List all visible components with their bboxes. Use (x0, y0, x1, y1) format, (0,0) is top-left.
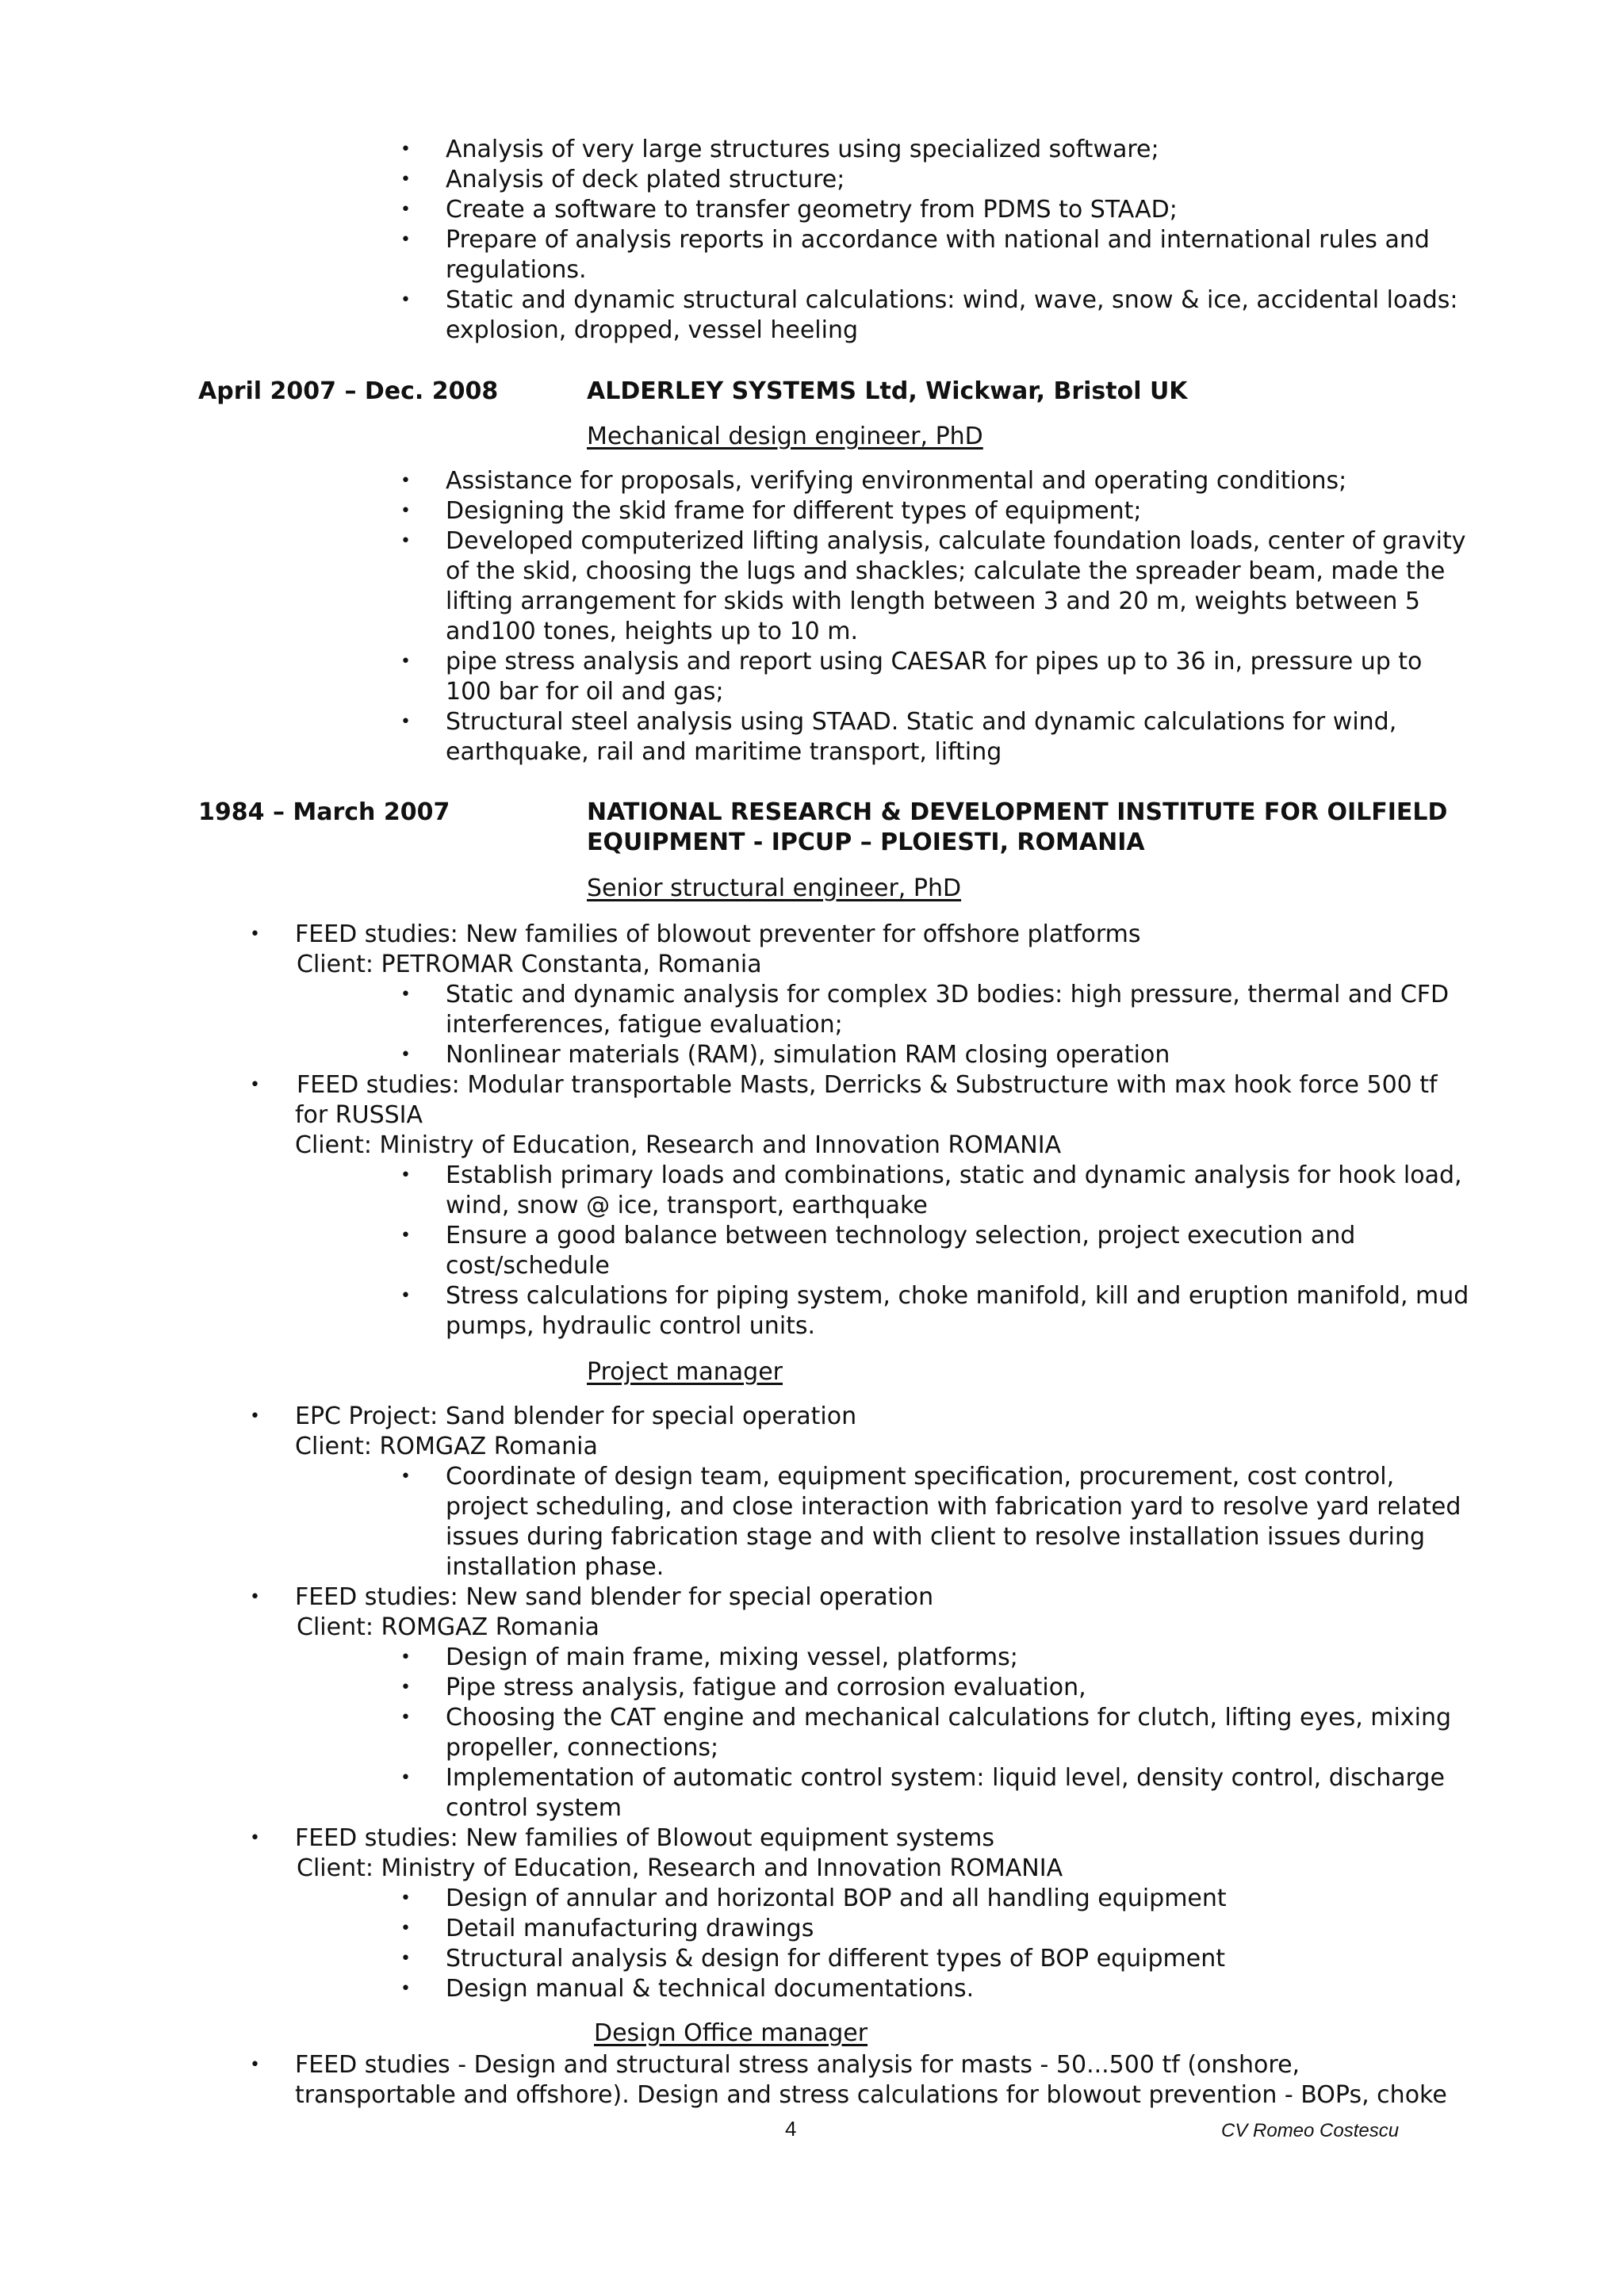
job-role: Project manager (587, 1358, 783, 1386)
bullet-dot: • (250, 1828, 260, 1848)
bullet-dot: • (400, 1286, 411, 1306)
bullet-dot: • (400, 290, 411, 310)
bullet-text: project scheduling, and close interaction with fabrication yard to resolve yard related (446, 1493, 1461, 1521)
project-title: FEED studies: New sand blender for special operation (295, 1583, 934, 1611)
bullet-text: explosion, dropped, vessel heeling (446, 316, 859, 344)
bullet-text: Assistance for proposals, verifying environmental and operating conditions; (446, 467, 1347, 495)
bullet-text: Structural steel analysis using STAAD. Static and dynamic calculations for wind, (446, 708, 1397, 736)
bullet-text: Ensure a good balance between technology selection, project execution and (446, 1222, 1356, 1249)
bullet-text: Designing the skid frame for different types of equipment; (446, 497, 1142, 525)
bullet-dot: • (250, 1075, 260, 1095)
project-client: Client: ROMGAZ Romania (295, 1433, 598, 1460)
project-title: FEED studies - Design and structural stress analysis for masts - 50...500 tf (onshore, (295, 2051, 1300, 2079)
job-role: Design Office manager (594, 2019, 868, 2047)
job-company: ALDERLEY SYSTEMS Ltd, Wickwar, Bristol UK (587, 377, 1188, 405)
bullet-text: interferences, fatigue evaluation; (446, 1011, 843, 1039)
job-company: EQUIPMENT - IPCUP – PLOIESTI, ROMANIA (587, 828, 1145, 856)
bullet-dot: • (400, 1919, 411, 1938)
bullet-text: of the skid, choosing the lugs and shackles; calculate the spreader beam, made the (446, 557, 1446, 585)
bullet-text: cost/schedule (446, 1252, 610, 1280)
bullet-text: wind, snow @ ice, transport, earthquake (446, 1192, 928, 1219)
bullet-text: Pipe stress analysis, fatigue and corrosion evaluation, (446, 1674, 1086, 1701)
project-client: Client: Ministry of Education, Research and Innovation ROMANIA (295, 1131, 1062, 1159)
job-date: April 2007 – Dec. 2008 (198, 377, 499, 405)
bullet-dot: • (400, 1949, 411, 1969)
project-client: Client: Ministry of Education, Research and Innovation ROMANIA (297, 1854, 1063, 1882)
bullet-dot: • (400, 1647, 411, 1667)
bullet-dot: • (400, 1045, 411, 1065)
bullet-text: Structural analysis & design for different types of BOP equipment (446, 1945, 1226, 1973)
bullet-text: earthquake, rail and maritime transport, lifting (446, 738, 1002, 766)
bullet-dot: • (400, 1979, 411, 1999)
bullet-text: and100 tones, heights up to 10 m. (446, 618, 859, 645)
bullet-text: propeller, connections; (446, 1734, 719, 1762)
bullet-text: pipe stress analysis and report using CAESAR for pipes up to 36 in, pressure up to (446, 648, 1423, 675)
bullet-dot: • (250, 1406, 260, 1426)
bullet-text: 100 bar for oil and gas; (446, 678, 724, 706)
bullet-text: Choosing the CAT engine and mechanical calculations for clutch, lifting eyes, mixing (446, 1704, 1452, 1732)
bullet-text: regulations. (446, 256, 587, 284)
bullet-text: Analysis of very large structures using specialized software; (446, 136, 1159, 163)
project-title: FEED studies: Modular transportable Masts, Derricks & Substructure with max hook force 500 tf (297, 1071, 1438, 1099)
bullet-dot: • (400, 230, 411, 250)
bullet-text: Developed computerized lifting analysis, calculate foundation loads, center of gravity (446, 527, 1466, 555)
bullet-text: Analysis of deck plated structure; (446, 166, 845, 193)
project-client: Client: PETROMAR Constanta, Romania (297, 951, 762, 978)
bullet-text: Nonlinear materials (RAM), simulation RAM closing operation (446, 1041, 1170, 1069)
bullet-text: issues during fabrication stage and with client to resolve installation issues during (446, 1523, 1426, 1551)
bullet-text: Design of annular and horizontal BOP and all handling equipment (446, 1885, 1227, 1912)
bullet-dot: • (400, 712, 411, 732)
bullet-dot: • (400, 1708, 411, 1728)
bullet-dot: • (250, 2055, 260, 2075)
bullet-text: Static and dynamic structural calculations: wind, wave, snow & ice, accidental loads: (446, 286, 1458, 314)
project-title: transportable and offshore). Design and stress calculations for blowout prevention - BOPs, choke (295, 2081, 1447, 2109)
bullet-text: Static and dynamic analysis for complex 3D bodies: high pressure, thermal and CFD (446, 981, 1450, 1008)
bullet-dot: • (400, 1768, 411, 1788)
job-date: 1984 – March 2007 (198, 798, 450, 826)
bullet-text: installation phase. (446, 1553, 665, 1581)
bullet-text: pumps, hydraulic control units. (446, 1312, 816, 1340)
bullet-text: Establish primary loads and combinations, static and dynamic analysis for hook load, (446, 1161, 1462, 1189)
bullet-text: Coordinate of design team, equipment specification, procurement, cost control, (446, 1463, 1395, 1490)
job-company: NATIONAL RESEARCH & DEVELOPMENT INSTITUTE FOR OILFIELD (587, 798, 1448, 826)
project-title: EPC Project: Sand blender for special operation (295, 1402, 857, 1430)
footer-cv-name: CV Romeo Costescu (1221, 2120, 1400, 2141)
bullet-dot: • (400, 200, 411, 220)
bullet-text: Stress calculations for piping system, choke manifold, kill and eruption manifold, mud (446, 1282, 1469, 1310)
project-client: Client: ROMGAZ Romania (297, 1613, 599, 1641)
bullet-dot: • (400, 652, 411, 672)
bullet-text: Design manual & technical documentations. (446, 1975, 975, 2003)
bullet-dot: • (400, 985, 411, 1004)
bullet-dot: • (400, 140, 411, 159)
bullet-dot: • (250, 924, 260, 944)
bullet-dot: • (400, 1226, 411, 1246)
bullet-text: Prepare of analysis reports in accordance with national and international rules and (446, 226, 1430, 254)
bullet-text: Create a software to transfer geometry from PDMS to STAAD; (446, 196, 1178, 224)
project-title: FEED studies: New families of blowout preventer for offshore platforms (295, 920, 1141, 948)
bullet-text: control system (446, 1794, 622, 1822)
job-role: Mechanical design engineer, PhD (587, 423, 983, 450)
bullet-dot: • (400, 531, 411, 551)
project-title: FEED studies: New families of Blowout equipment systems (295, 1824, 994, 1852)
bullet-dot: • (400, 1165, 411, 1185)
bullet-dot: • (400, 501, 411, 521)
bullet-dot: • (400, 1467, 411, 1487)
job-role: Senior structural engineer, PhD (587, 874, 962, 902)
page-number: 4 (785, 2117, 797, 2141)
bullet-text: Design of main frame, mixing vessel, platforms; (446, 1644, 1018, 1671)
bullet-dot: • (400, 170, 411, 189)
bullet-text: Detail manufacturing drawings (446, 1915, 814, 1942)
bullet-dot: • (400, 1678, 411, 1697)
bullet-dot: • (400, 471, 411, 491)
bullet-text: lifting arrangement for skids with length between 3 and 20 m, weights between 5 (446, 587, 1421, 615)
bullet-text: Implementation of automatic control system: liquid level, density control, discharge (446, 1764, 1445, 1792)
bullet-dot: • (400, 1888, 411, 1908)
bullet-dot: • (250, 1587, 260, 1607)
project-title: for RUSSIA (295, 1101, 423, 1129)
